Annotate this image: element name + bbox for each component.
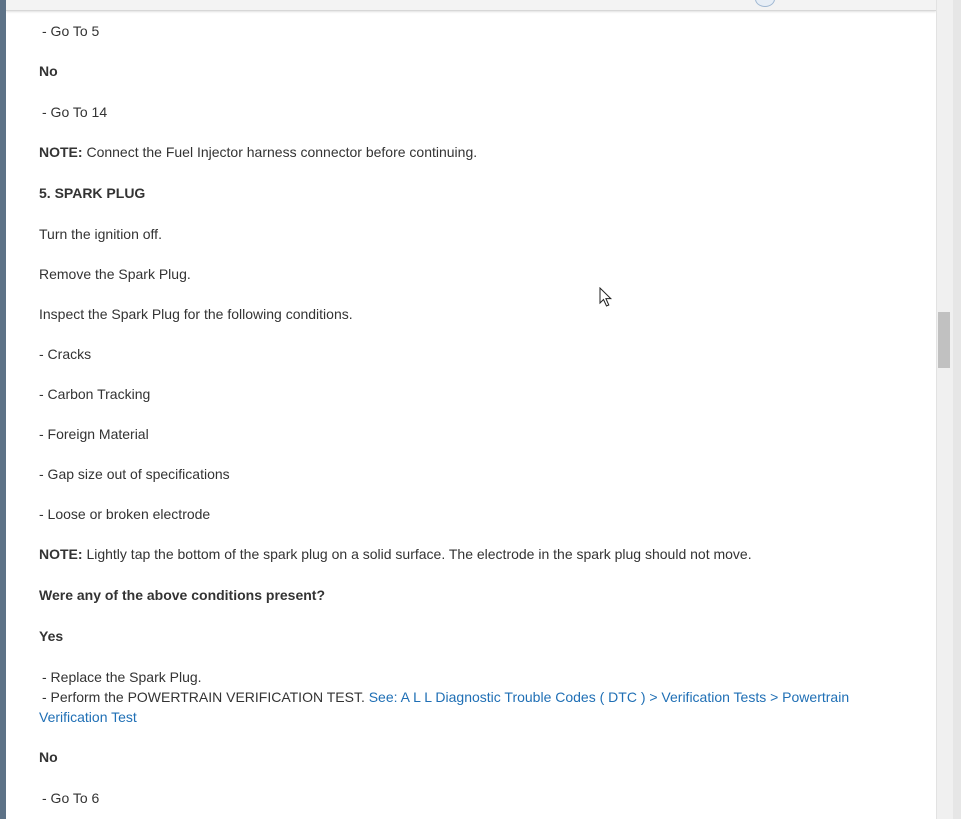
- no-answer-label: No: [39, 63, 58, 79]
- condition-item: - Carbon Tracking: [39, 386, 151, 402]
- note-label: NOTE:: [39, 546, 83, 562]
- note-connect-injector: [39, 142, 477, 162]
- condition-item: - Gap size out of specifications: [39, 466, 230, 482]
- step-perform-verification: [39, 687, 914, 727]
- note-tap-spark-plug: [39, 544, 752, 564]
- condition-item: - Foreign Material: [39, 426, 149, 442]
- condition-item: - Cracks: [39, 346, 92, 362]
- mouse-pointer-icon: [599, 287, 613, 307]
- scrollbar-thumb[interactable]: [938, 312, 950, 368]
- step-replace-spark-plug: - Replace the Spark Plug.: [42, 669, 202, 685]
- yes-answer-label: Yes: [39, 628, 64, 644]
- step-inspect-spark-plug: Inspect the Spark Plug for the following conditions.: [39, 306, 353, 322]
- section-title: 5. SPARK PLUG: [39, 185, 146, 201]
- note-text: Lightly tap the bottom of the spark plug on a solid surface. The electrode in the spark plug should not move.: [82, 546, 752, 562]
- note-text: Connect the Fuel Injector harness connector before continuing.: [82, 144, 478, 160]
- toolbar-round-icon[interactable]: [755, 0, 775, 7]
- vertical-scrollbar[interactable]: [936, 0, 953, 819]
- goto-14-text: - Go To 14: [42, 104, 108, 120]
- top-toolbar: [6, 0, 936, 11]
- goto-6-text: - Go To 6: [42, 790, 100, 806]
- window-right-edge: [953, 0, 961, 819]
- condition-item: - Loose or broken electrode: [39, 506, 211, 522]
- step-remove-spark-plug: Remove the Spark Plug.: [39, 266, 191, 282]
- document-panel: [6, 0, 936, 819]
- note-label: NOTE:: [39, 144, 83, 160]
- conditions-question: Were any of the above conditions present?: [39, 587, 326, 603]
- perform-text: - Perform the POWERTRAIN VERIFICATION TEST.: [42, 689, 369, 705]
- step-turn-ignition-off: Turn the ignition off.: [39, 226, 162, 242]
- goto-5-text: - Go To 5: [42, 23, 100, 39]
- no-answer-label: No: [39, 749, 58, 765]
- verification-test-link[interactable]: See: A L L Diagnostic Trouble Codes ( DTC ) > Verification Tests > Powertrain Verification Test: [39, 689, 850, 725]
